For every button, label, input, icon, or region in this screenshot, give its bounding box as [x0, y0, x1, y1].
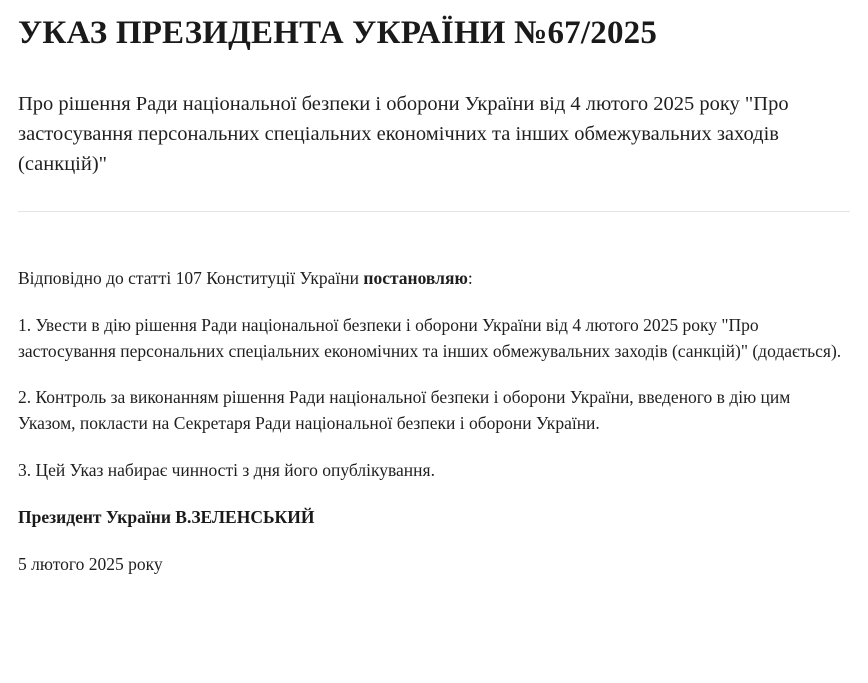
- document-subtitle: Про рішення Ради національної безпеки і оборони України від 4 лютого 2025 року "Про застосування персональних спеціальних економічних та інших обмежувальних заходів (санкцій)": [18, 92, 789, 176]
- signature-line: Президент України В.ЗЕЛЕНСЬКИЙ: [18, 506, 315, 527]
- preamble-paragraph: [18, 266, 850, 292]
- divider: [18, 211, 850, 212]
- document-body: [18, 266, 850, 578]
- clause-1: 1. Увести в дію рішення Ради національної безпеки і оборони України від 4 лютого 2025 року "Про застосування персональних спеціальних економічних та інших обмежувальних заходів (санкцій)" (додається).: [18, 315, 842, 361]
- page-title: УКАЗ ПРЕЗИДЕНТА УКРАЇНИ №67/2025: [18, 15, 658, 51]
- clause-3: 3. Цей Указ набирає чинності з дня його опублікування.: [18, 459, 435, 480]
- preamble-lead-text: Відповідно до статті 107 Конституції України: [18, 268, 364, 289]
- clause-2: 2. Контроль за виконанням рішення Ради національної безпеки і оборони України, введеного в дію цим Указом, покласти на Секретаря Ради національної безпеки і оборони України.: [18, 387, 791, 434]
- document-page: [0, 14, 868, 683]
- preamble-tail-text: :: [467, 268, 473, 289]
- document-date: 5 лютого 2025 року: [18, 554, 163, 575]
- preamble-emphasis: постановляю: [363, 268, 468, 289]
